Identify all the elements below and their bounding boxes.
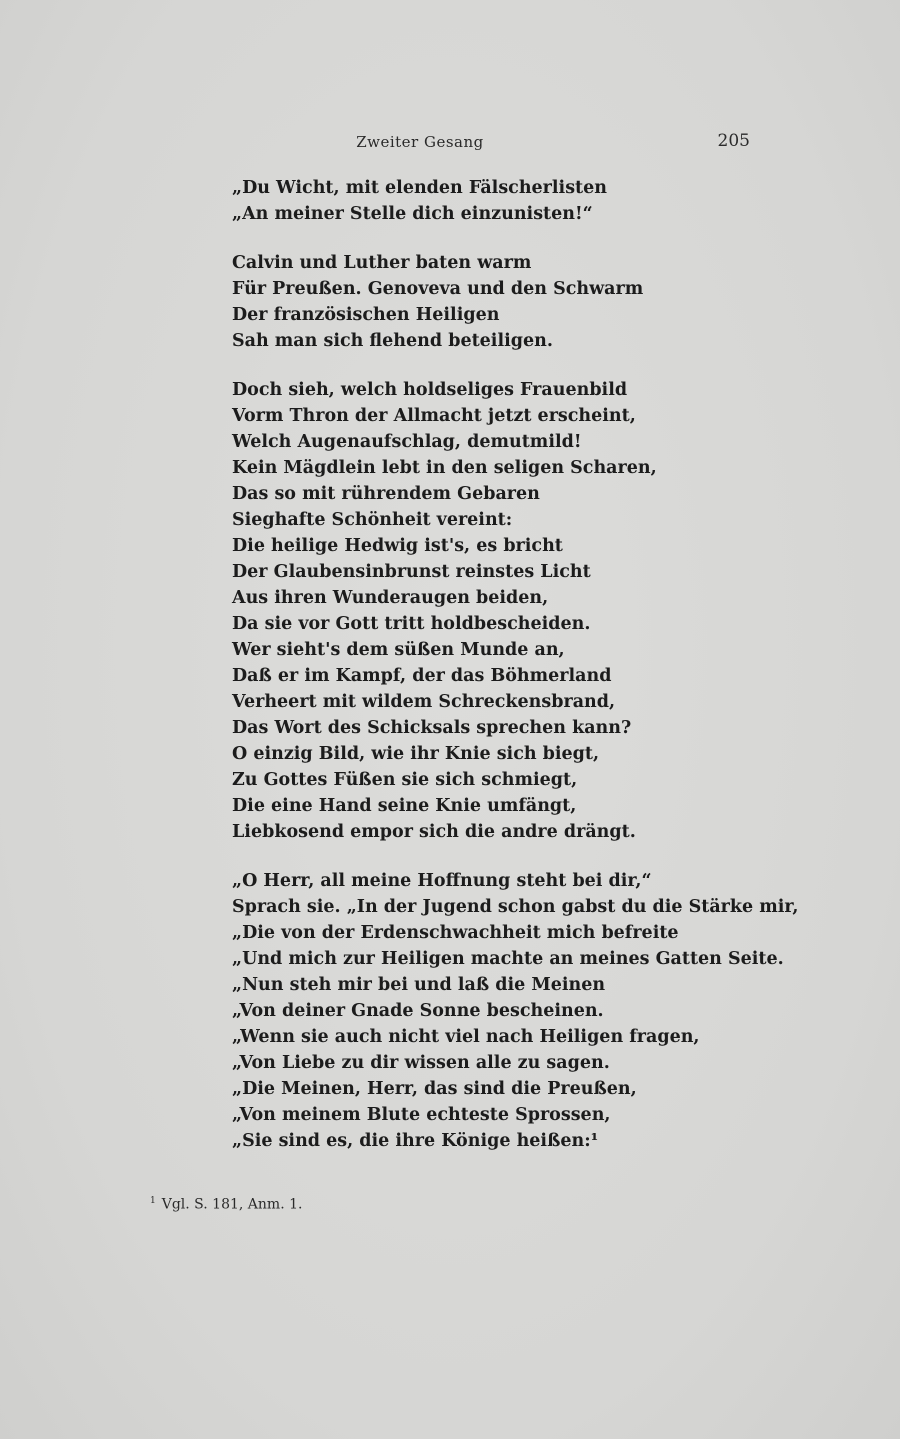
verse-line: Da sie vor Gott tritt holdbescheiden. [232, 614, 591, 634]
verse-line: „O Herr, all meine Hoffnung steht bei dir,“ [232, 871, 652, 891]
verse-line: „Die Meinen, Herr, das sind die Preußen, [232, 1079, 637, 1099]
footnote-marker: 1 [150, 1196, 156, 1206]
verse-line: Der Glaubensinbrunst reinstes Licht [232, 562, 591, 582]
verse-line: Daß er im Kampf, der das Böhmerland [232, 666, 612, 686]
verse-line: „Und mich zur Heiligen machte an meines Gatten Seite. [232, 949, 784, 969]
stanza-4 [232, 868, 799, 1154]
verse-line: Aus ihren Wunderaugen beiden, [232, 588, 549, 608]
verse-line: Doch sieh, welch holdseliges Frauenbild [232, 380, 628, 400]
footnote-text: Vgl. S. 181, Anm. 1. [161, 1196, 303, 1213]
verse-line: O einzig Bild, wie ihr Knie sich biegt, [232, 744, 600, 764]
verse-line: Das so mit rührendem Gebaren [232, 484, 540, 504]
verse-line: „Sie sind es, die ihre Könige heißen:¹ [232, 1131, 599, 1151]
verse-line: Sah man sich flehend beteiligen. [232, 331, 553, 351]
verse-line: Die eine Hand seine Knie umfängt, [232, 796, 577, 816]
running-title: Zweiter Gesang [356, 133, 484, 151]
footnote [150, 1196, 302, 1213]
stanza-3 [232, 377, 732, 845]
verse-line: Calvin und Luther baten warm [232, 253, 532, 273]
stanza-1 [232, 175, 732, 227]
verse-line: Sieghafte Schönheit vereint: [232, 510, 513, 530]
verse-line: Kein Mägdlein lebt in den seligen Scharen, [232, 458, 657, 478]
verse-line: Für Preußen. Genoveva und den Schwarm [232, 279, 644, 299]
verse-line: Zu Gottes Füßen sie sich schmiegt, [232, 770, 578, 790]
verse-line: Vorm Thron der Allmacht jetzt erscheint, [232, 406, 636, 426]
verse-line: „Nun steh mir bei und laß die Meinen [232, 975, 606, 995]
verse-line: Wer sieht's dem süßen Munde an, [232, 640, 565, 660]
stanza-2 [232, 250, 732, 354]
verse-line: „Von meinem Blute echteste Sprossen, [232, 1105, 611, 1125]
verse-line: „Von deiner Gnade Sonne bescheinen. [232, 1001, 604, 1021]
verse-line: Das Wort des Schicksals sprechen kann? [232, 718, 632, 738]
verse-line: Welch Augenaufschlag, demutmild! [232, 432, 582, 452]
verse-line: Verheert mit wildem Schreckensbrand, [232, 692, 616, 712]
page-number: 205 [717, 131, 750, 151]
poem-text [232, 175, 799, 1177]
verse-line: „Die von der Erdenschwachheit mich befreite [232, 923, 679, 943]
verse-line: Liebkosend empor sich die andre drängt. [232, 822, 636, 842]
verse-line: „Von Liebe zu dir wissen alle zu sagen. [232, 1053, 610, 1073]
verse-line: „Du Wicht, mit elenden Fälscherlisten [232, 178, 607, 198]
verse-line: „An meiner Stelle dich einzunisten!“ [232, 204, 593, 224]
verse-line: „Wenn sie auch nicht viel nach Heiligen fragen, [232, 1027, 700, 1047]
verse-line: Die heilige Hedwig ist's, es bricht [232, 536, 563, 556]
verse-line: Sprach sie. „In der Jugend schon gabst du die Stärke mir, [232, 897, 799, 917]
verse-line: Der französischen Heiligen [232, 305, 500, 325]
